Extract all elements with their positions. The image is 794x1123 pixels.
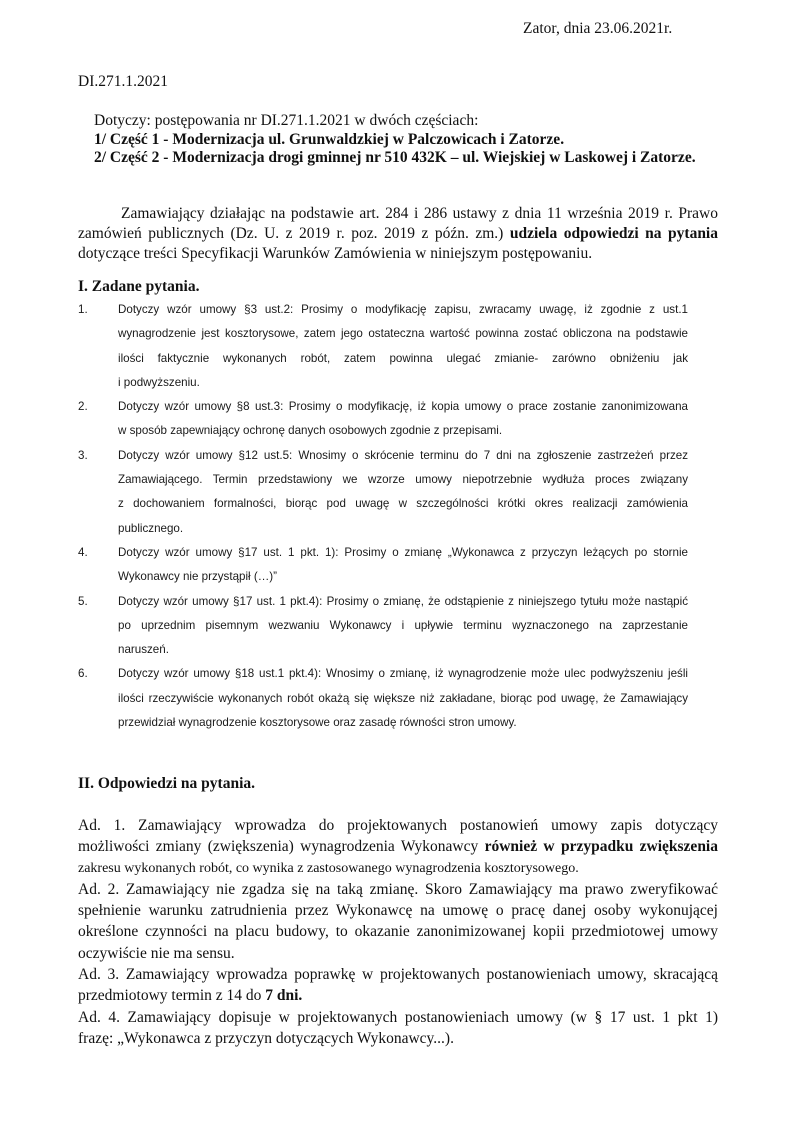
question-line: Dotyczy wzór umowy §3 ust.2: Prosimy o modyfikację zapisu, zwracamy uwagę, iż zgodnie z ust.1 (118, 303, 688, 316)
answer-1-line-1: Ad. 1. Zamawiający wprowadza do projektowanych postanowień umowy zapis dotyczący (78, 817, 718, 834)
question-line: Dotyczy wzór umowy §18 ust.1 pkt.4): Wnosimy o zmianę, iż wynagrodzenie może ulec podwyższeniu jeśli (118, 667, 688, 681)
regarding-part-2: 2/ Część 2 - Modernizacja drogi gminnej nr 510 432K – ul. Wiejskiej w Laskowej i Zatorze. (94, 149, 696, 166)
question-line: Dotyczy wzór umowy §12 ust.5: Wnosimy o skrócenie terminu do 7 dni na zgłoszenie zastrzeżeń przez (118, 448, 688, 462)
question-item (78, 298, 688, 395)
answer-2-line-4: oczywiście nie ma sensu. (78, 944, 235, 962)
answer-4-line-2: frazę: „Wykonawca z przyczyn dotyczących Wykonawcy...). (78, 1029, 454, 1047)
intro-paragraph (78, 204, 718, 264)
question-line: Wykonawcy nie przystąpił (…)” (118, 570, 278, 584)
question-item (78, 662, 688, 735)
place-and-date: Zator, dnia 23.06.2021r. (523, 20, 673, 37)
answer-3-line-1: Ad. 3. Zamawiający wprowadza poprawkę w projektowanych postanowieniach umowy, skracającą (78, 966, 718, 984)
answer-2-line-1: Ad. 2. Zamawiający nie zgadza się na taką zmianę. Skoro Zamawiający ma prawo zweryfikować (78, 880, 718, 898)
question-line: w sposób zapewniający ochronę danych osobowych zgodnie z przepisami. (118, 424, 503, 438)
question-number: 1. (78, 303, 88, 316)
regarding-part-1: 1/ Część 1 - Modernizacja ul. Grunwaldzkiej w Palczowicach i Zatorze. (94, 130, 565, 148)
question-line: ilości faktycznie wykonanych robót, zatem powinna ulegać zmianie- zarówno obniżeniu jak (118, 351, 688, 365)
intro-line-2-bold: udziela odpowiedzi na pytania (509, 225, 718, 242)
question-item (78, 590, 688, 663)
question-line: naruszeń. (118, 643, 169, 657)
answer-3-line-2-text: przedmiotowy termin z 14 do (78, 987, 266, 1005)
question-line: Zamawiającego. Termin przedstawiony we wzorze umowy niepotrzebnie wydłuża proces związany (118, 473, 688, 487)
question-number: 2. (78, 400, 88, 414)
question-line: Dotyczy wzór umowy §8 ust.3: Prosimy o modyfikację, iż kopia umowy o prace zostanie zanonimizowana (118, 400, 688, 414)
question-line: publicznego. (118, 521, 184, 535)
answer-4-line-1: Ad. 4. Zamawiający dopisuje w projektowanych postanowieniach umowy (w § 17 ust. 1 pkt 1) (78, 1008, 718, 1026)
section-2-title: II. Odpowiedzi na pytania. (78, 775, 256, 792)
intro-line-2 (78, 224, 718, 244)
question-line: i podwyższeniu. (118, 375, 200, 389)
question-item (78, 395, 688, 444)
intro-line-2-text: zamówień publicznych (Dz. U. z 2019 r. poz. 2019 z późn. zm.) (78, 225, 510, 242)
question-number: 3. (78, 448, 88, 462)
answers-block (78, 815, 718, 1049)
answer-2-line-3: określone czynności na placu budowy, to okazanie zanonimizowanej kopii przedmiotowej umowy (78, 923, 718, 941)
question-line: wynagrodzenie jest kosztorysowe, zatem jego ostateczna wartość powinna zostać obliczona na podstawie (118, 327, 688, 341)
question-line: Dotyczy wzór umowy §17 ust. 1 pkt. 1): Prosimy o zmianę „Wykonawca z przyczyn leżących po stornie (118, 545, 688, 559)
question-line: ilości rzeczywiście wykonanych robót okażą się większe niż zakładane, biorąc pod uwagę, że Zamawiający (118, 691, 688, 705)
question-item (78, 444, 688, 541)
answer-2-line-2: spełnienie warunku zatrudnienia przez Wykonawcę na umowę o pracę danej osoby wykonującej (78, 902, 718, 920)
answer-1-line-3: zakresu wykonanych robót, co wynika z zastosowanego wynagrodzenia kosztorysowego. (78, 860, 579, 876)
intro-line-1: Zamawiający działając na podstawie art. 284 i 286 ustawy z dnia 11 września 2019 r. Prawo (121, 205, 718, 222)
question-line: Dotyczy wzór umowy §17 ust. 1 pkt.4): Prosimy o zmianę, że odstąpienie z niniejszego tytułu może nastąpić (118, 594, 688, 608)
question-number: 5. (78, 594, 88, 608)
answer-1-line-2 (78, 836, 718, 857)
answer-1-line-2-text: możliwości zmiany (zwiększenia) wynagrodzenia Wykonawcy (78, 838, 485, 856)
question-line: przewidział wynagrodzenie kosztorysowe oraz zasadę równości stron umowy. (118, 716, 517, 730)
question-line: z dochowaniem formalności, biorąc pod uwagę w szczególności krótki okres realizacji zamówienia (118, 497, 688, 511)
regarding-line: Dotyczy: postępowania nr DI.271.1.2021 w dwóch częściach: (94, 112, 479, 129)
question-number: 6. (78, 667, 88, 681)
intro-line-3: dotyczące treści Specyfikacji Warunków Zamówienia w niniejszym postępowaniu. (78, 245, 593, 262)
answer-3-line-2-bold: 7 dni. (265, 987, 303, 1005)
questions-list (78, 298, 688, 735)
answer-1-line-2-bold: również w przypadku zwiększenia (484, 838, 718, 856)
question-item (78, 541, 688, 590)
answer-3-line-2 (78, 985, 718, 1006)
section-1-title: I. Zadane pytania. (78, 278, 200, 295)
reference-number: DI.271.1.2021 (78, 73, 168, 90)
question-number: 4. (78, 545, 88, 559)
regarding-block (94, 112, 696, 168)
question-line: po uprzednim pisemnym wezwaniu Wykonawcy i upływie terminu wyznaczonego na zaprzestanie (118, 618, 688, 632)
